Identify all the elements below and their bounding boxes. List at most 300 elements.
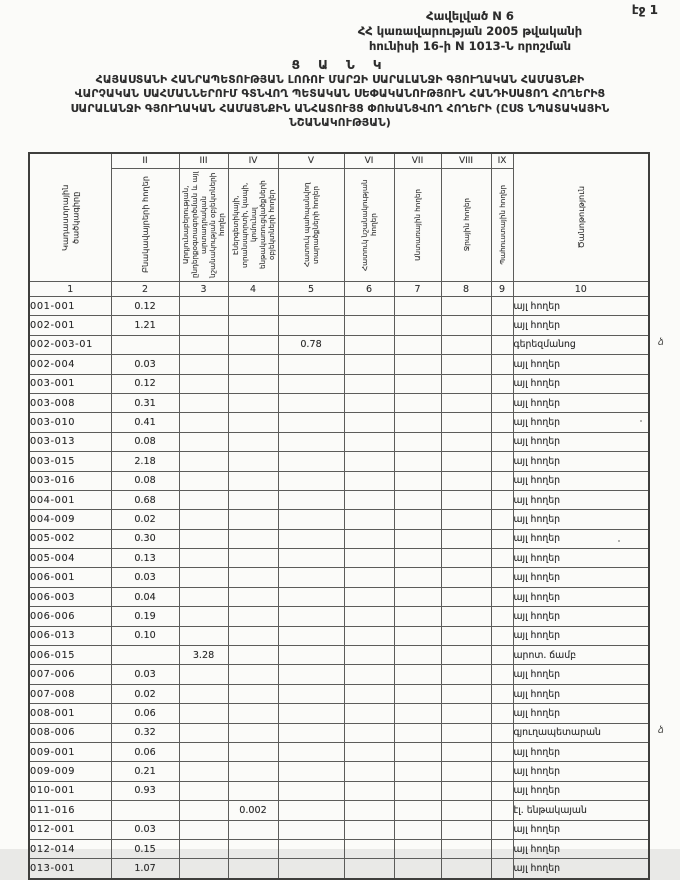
roman-numeral: II <box>111 153 179 169</box>
cell-area-value <box>394 568 441 587</box>
cell-area-value <box>278 471 344 490</box>
cell-area-value <box>344 355 394 374</box>
cell-cadastral-code: 005-004 <box>29 549 111 568</box>
cell-cadastral-code: 008-001 <box>29 704 111 723</box>
cell-area-value <box>179 549 228 568</box>
roman-numeral: VIII <box>441 153 491 169</box>
cell-area-value <box>344 839 394 858</box>
appendix-line: Հավելված N 6 <box>426 9 514 23</box>
cell-area-value <box>394 471 441 490</box>
cell-area-value <box>491 607 513 626</box>
roman-numeral: IV <box>228 153 278 169</box>
cell-cadastral-code: 009-009 <box>29 762 111 781</box>
cell-area-value <box>111 335 179 354</box>
cell-area-value <box>278 801 344 820</box>
cell-area-value <box>491 859 513 879</box>
cell-note: այլ հողեր <box>513 393 649 412</box>
cell-area-value <box>179 820 228 839</box>
cell-area-value: 0.93 <box>111 781 179 800</box>
cell-area-value <box>394 297 441 316</box>
cell-area-value <box>278 529 344 548</box>
cell-area-value: 0.13 <box>111 549 179 568</box>
cell-area-value <box>228 490 278 509</box>
cell-area-value <box>228 607 278 626</box>
column-number: 6 <box>344 282 394 297</box>
cell-area-value <box>394 723 441 742</box>
government-line: ՀՀ կառավարության 2005 թվականի <box>357 23 583 38</box>
cell-cadastral-code: 010-001 <box>29 781 111 800</box>
cell-area-value <box>441 510 491 529</box>
roman-numeral: VI <box>344 153 394 169</box>
table-row <box>29 471 649 490</box>
cell-area-value <box>441 549 491 568</box>
cell-note: այլ հողեր <box>513 665 649 684</box>
cell-area-value <box>441 839 491 858</box>
cell-area-value <box>491 510 513 529</box>
cell-area-value <box>344 549 394 568</box>
cell-area-value <box>278 626 344 645</box>
table-body <box>29 297 664 879</box>
cell-area-value <box>179 684 228 703</box>
page-number-label: էջ 1 <box>631 3 658 17</box>
cell-area-value <box>228 704 278 723</box>
cell-area-value <box>441 568 491 587</box>
cell-area-value <box>394 704 441 723</box>
cell-area-value: 0.41 <box>111 413 179 432</box>
cell-area-value <box>179 297 228 316</box>
title-line: ՆՇԱՆԱԿՈՒԹՅԱՆ) <box>289 116 391 129</box>
cell-area-value <box>344 820 394 839</box>
cell-area-value <box>344 529 394 548</box>
table-row <box>29 742 649 761</box>
cell-area-value <box>441 742 491 761</box>
cell-cadastral-code: 003-010 <box>29 413 111 432</box>
cell-area-value: 0.30 <box>111 529 179 548</box>
table-row <box>29 587 649 606</box>
cell-area-value <box>441 374 491 393</box>
cell-area-value <box>278 781 344 800</box>
cell-area-value <box>441 665 491 684</box>
cell-area-value <box>228 355 278 374</box>
cell-area-value <box>278 859 344 879</box>
cell-area-value <box>491 452 513 471</box>
cell-area-value <box>179 626 228 645</box>
decree-line: հունիսի 16-ի N 1013-Ն որոշման <box>369 38 571 53</box>
cell-note: այլ հողեր <box>513 704 649 723</box>
cell-note: այլ հողեր <box>513 374 649 393</box>
roman-numeral: V <box>278 153 344 169</box>
cell-area-value <box>394 432 441 451</box>
cell-cadastral-code: 006-001 <box>29 568 111 587</box>
cell-area-value <box>344 393 394 412</box>
cell-area-value <box>179 490 228 509</box>
cell-note: այլ հողեր <box>513 432 649 451</box>
cell-cadastral-code: 002-004 <box>29 355 111 374</box>
cell-area-value <box>394 820 441 839</box>
cell-area-value: 0.08 <box>111 432 179 451</box>
cell-area-value <box>344 607 394 626</box>
cell-area-value <box>278 607 344 626</box>
cell-area-value <box>441 471 491 490</box>
cell-area-value <box>228 568 278 587</box>
cell-area-value <box>394 413 441 432</box>
cell-area-value <box>441 704 491 723</box>
cell-area-value <box>491 839 513 858</box>
cell-area-value <box>441 393 491 412</box>
cell-area-value <box>179 839 228 858</box>
cell-area-value: 0.15 <box>111 839 179 858</box>
table-row <box>29 704 649 723</box>
cell-area-value <box>179 568 228 587</box>
cell-area-value <box>228 820 278 839</box>
cell-area-value <box>179 529 228 548</box>
cell-area-value <box>394 316 441 335</box>
cell-area-value <box>441 607 491 626</box>
column-number: 10 <box>513 282 649 297</box>
cell-area-value <box>441 355 491 374</box>
land-parcels-table <box>28 152 664 880</box>
cell-area-value <box>228 471 278 490</box>
cell-area-value <box>441 820 491 839</box>
cell-area-value: 0.21 <box>111 762 179 781</box>
cell-area-value <box>394 801 441 820</box>
table-row <box>29 646 649 665</box>
cell-area-value <box>441 684 491 703</box>
cell-note: այլ հողեր <box>513 413 649 432</box>
cell-area-value: 0.78 <box>278 335 344 354</box>
cell-area-value <box>394 529 441 548</box>
cell-area-value <box>491 684 513 703</box>
cell-area-value <box>278 587 344 606</box>
cell-area-value <box>491 665 513 684</box>
roman-numeral: IX <box>491 153 513 169</box>
cell-area-value <box>278 393 344 412</box>
cell-area-value: 0.32 <box>111 723 179 742</box>
cell-area-value <box>278 723 344 742</box>
column-number-row <box>29 282 649 297</box>
cell-area-value <box>441 801 491 820</box>
cell-area-value <box>228 839 278 858</box>
cell-area-value: 0.31 <box>111 393 179 412</box>
cell-area-value <box>491 335 513 354</box>
cell-area-value <box>228 762 278 781</box>
cell-note: այլ հողեր <box>513 820 649 839</box>
cell-note: այլ հողեր <box>513 510 649 529</box>
cell-area-value <box>278 742 344 761</box>
cell-area-value <box>179 587 228 606</box>
cell-area-value <box>491 587 513 606</box>
cell-area-value <box>394 490 441 509</box>
cell-cadastral-code: 013-001 <box>29 859 111 879</box>
cell-area-value <box>228 413 278 432</box>
cell-area-value <box>394 859 441 879</box>
cell-note: գյուղապետարան ձ <box>513 723 649 742</box>
cell-area-value <box>394 839 441 858</box>
cell-note: այլ հողեր <box>513 684 649 703</box>
cell-area-value <box>344 490 394 509</box>
appendix-header <box>280 9 660 54</box>
cell-area-value <box>394 607 441 626</box>
cell-area-value <box>344 684 394 703</box>
list-caption: Ց Ա Ն Կ <box>291 58 389 72</box>
table-row <box>29 355 649 374</box>
cell-area-value <box>491 490 513 509</box>
column-number: 8 <box>441 282 491 297</box>
cell-cadastral-code: 007-008 <box>29 684 111 703</box>
cell-area-value: 1.07 <box>111 859 179 879</box>
cell-area-value <box>491 413 513 432</box>
cell-area-value <box>344 297 394 316</box>
cell-area-value <box>491 820 513 839</box>
table-row <box>29 529 649 548</box>
cell-area-value <box>394 393 441 412</box>
header-cadastral-code: Կադաստրային ծածկագիրը <box>29 153 111 282</box>
cell-area-value <box>179 781 228 800</box>
cell-note: էլ. ենթակայան <box>513 801 649 820</box>
cell-area-value <box>344 413 394 432</box>
table-row <box>29 762 649 781</box>
table-row <box>29 452 649 471</box>
cell-note: այլ հողեր <box>513 490 649 509</box>
cell-area-value <box>278 316 344 335</box>
cell-area-value <box>111 801 179 820</box>
cell-area-value <box>228 587 278 606</box>
cell-area-value <box>179 316 228 335</box>
cell-area-value <box>441 781 491 800</box>
cell-area-value: 0.03 <box>111 820 179 839</box>
header-reserve-lands: Պահուստային հողեր <box>491 169 513 282</box>
cell-area-value <box>344 452 394 471</box>
cell-area-value <box>278 374 344 393</box>
header-forest-lands: Անտառային հողեր <box>394 169 441 282</box>
cell-cadastral-code: 003-013 <box>29 432 111 451</box>
cell-note: այլ հողեր <box>513 297 649 316</box>
cell-area-value <box>278 704 344 723</box>
cell-area-value <box>228 374 278 393</box>
cell-area-value <box>344 432 394 451</box>
cell-area-value <box>179 859 228 879</box>
handwritten-margin-mark: ձ <box>657 336 664 348</box>
cell-area-value: 0.03 <box>111 355 179 374</box>
cell-note: այլ հողեր <box>513 781 649 800</box>
cell-area-value <box>344 859 394 879</box>
scan-speckle <box>640 420 642 422</box>
cell-area-value <box>344 704 394 723</box>
header-residential-lands: Բնակավայրերի հողեր <box>111 169 179 282</box>
cell-area-value <box>491 762 513 781</box>
cell-area-value <box>394 335 441 354</box>
table-row <box>29 684 649 703</box>
cell-area-value <box>179 607 228 626</box>
cell-area-value <box>491 316 513 335</box>
cell-area-value <box>441 316 491 335</box>
cell-area-value <box>228 432 278 451</box>
cell-area-value <box>111 646 179 665</box>
header-industrial-lands: Արդյունաբերության, ընդերքօգտագործման և այլ արտադրական նշանակության օբյեկտների հողեր <box>179 169 228 282</box>
cell-area-value <box>278 510 344 529</box>
header-infrastructure-lands: Էներգետիկայի, տրանսպորտի, կապի, կոմունալ ենթակառուցվածքների օբյեկտների հողեր <box>228 169 278 282</box>
cell-area-value <box>278 355 344 374</box>
cell-area-value <box>394 510 441 529</box>
cell-area-value <box>441 723 491 742</box>
cell-area-value <box>228 742 278 761</box>
cell-cadastral-code: 003-001 <box>29 374 111 393</box>
cell-cadastral-code: 004-001 <box>29 490 111 509</box>
cell-area-value <box>344 510 394 529</box>
cell-area-value <box>491 297 513 316</box>
cell-area-value <box>394 781 441 800</box>
cell-note: արոտ. ճամբ <box>513 646 649 665</box>
cell-area-value <box>179 510 228 529</box>
cell-area-value <box>179 355 228 374</box>
cell-area-value <box>394 355 441 374</box>
cell-area-value <box>278 684 344 703</box>
cell-area-value <box>441 432 491 451</box>
cell-area-value <box>491 471 513 490</box>
header-note: Ծանոթություն <box>513 153 649 282</box>
cell-area-value <box>394 374 441 393</box>
cell-area-value <box>228 549 278 568</box>
cell-note: այլ հողեր <box>513 607 649 626</box>
cell-area-value <box>441 297 491 316</box>
cell-note: այլ հողեր <box>513 568 649 587</box>
cell-area-value: 0.12 <box>111 374 179 393</box>
cell-area-value <box>228 316 278 335</box>
table-row <box>29 723 649 742</box>
cell-area-value <box>441 529 491 548</box>
cell-area-value <box>344 781 394 800</box>
header-protected-lands: Հատուկ պահպանվող տարածքների հողեր <box>278 169 344 282</box>
cell-note: այլ հողեր <box>513 587 649 606</box>
cell-area-value: 0.12 <box>111 297 179 316</box>
cell-cadastral-code: 003-008 <box>29 393 111 412</box>
cell-area-value: 0.02 <box>111 684 179 703</box>
cell-cadastral-code: 002-003-01 <box>29 335 111 354</box>
title-line: ՎԱՐՉԱԿԱՆ ՍԱՀՄԱՆՆԵՐՈՒՄ ԳՏՆՎՈՂ ՊԵՏԱԿԱՆ ՍԵՓԱԿԱՆՈՒԹՅՈՒՆ ՀԱՆԴԻՍԱՑՈՂ ՀՈՂԵՐԻՑ <box>74 88 606 101</box>
cell-area-value <box>394 646 441 665</box>
cell-area-value: 2.18 <box>111 452 179 471</box>
cell-area-value <box>179 801 228 820</box>
cell-area-value <box>179 393 228 412</box>
cell-area-value <box>344 665 394 684</box>
cell-area-value <box>228 626 278 645</box>
cell-note: այլ հողեր <box>513 762 649 781</box>
table-row <box>29 781 649 800</box>
cell-area-value <box>278 820 344 839</box>
title-line: ՀԱՅԱՍՏԱՆԻ ՀԱՆՐԱՊԵՏՈՒԹՅԱՆ ԼՈՌՈՒ ՄԱՐԶԻ ՍԱՐԱԼԱՆՋԻ ԳՅՈՒՂԱԿԱՆ ՀԱՄԱՅՆՔԻ <box>95 74 585 86</box>
cell-area-value <box>441 490 491 509</box>
table-row <box>29 607 649 626</box>
cell-area-value: 0.03 <box>111 568 179 587</box>
cell-area-value <box>278 665 344 684</box>
cell-area-value <box>228 646 278 665</box>
cell-note: այլ հողեր <box>513 742 649 761</box>
roman-numeral: III <box>179 153 228 169</box>
cell-area-value <box>179 704 228 723</box>
cell-area-value <box>278 413 344 432</box>
cell-area-value <box>179 335 228 354</box>
cell-area-value: 0.19 <box>111 607 179 626</box>
cell-area-value <box>179 742 228 761</box>
column-number: 9 <box>491 282 513 297</box>
cell-note: այլ հողեր <box>513 316 649 335</box>
table-row <box>29 801 649 820</box>
column-number: 3 <box>179 282 228 297</box>
cell-area-value <box>394 762 441 781</box>
cell-area-value <box>179 432 228 451</box>
cell-note: այլ հողեր <box>513 471 649 490</box>
cell-area-value <box>441 452 491 471</box>
cell-area-value <box>278 646 344 665</box>
cell-area-value <box>228 529 278 548</box>
table-row <box>29 665 649 684</box>
cell-cadastral-code: 012-014 <box>29 839 111 858</box>
cell-area-value <box>278 490 344 509</box>
cell-area-value <box>491 704 513 723</box>
table-row <box>29 626 649 645</box>
column-number: 7 <box>394 282 441 297</box>
cell-area-value <box>344 374 394 393</box>
cell-area-value <box>344 316 394 335</box>
cell-area-value <box>344 626 394 645</box>
cell-area-value <box>394 742 441 761</box>
cell-cadastral-code: 006-006 <box>29 607 111 626</box>
cell-area-value <box>179 471 228 490</box>
cell-area-value <box>491 549 513 568</box>
cell-cadastral-code: 003-016 <box>29 471 111 490</box>
cell-area-value <box>179 413 228 432</box>
cell-area-value <box>441 413 491 432</box>
table-row <box>29 297 649 316</box>
column-number: 5 <box>278 282 344 297</box>
table-row <box>29 820 649 839</box>
cell-area-value <box>179 762 228 781</box>
cell-area-value <box>441 646 491 665</box>
cell-area-value <box>228 297 278 316</box>
table-row <box>29 393 649 412</box>
cell-area-value: 1.21 <box>111 316 179 335</box>
cell-cadastral-code: 011-016 <box>29 801 111 820</box>
cell-cadastral-code: 003-015 <box>29 452 111 471</box>
cell-area-value <box>491 626 513 645</box>
table-row <box>29 413 649 432</box>
cell-area-value <box>441 762 491 781</box>
table-row <box>29 374 649 393</box>
cell-area-value <box>179 374 228 393</box>
cell-area-value <box>491 568 513 587</box>
table-row <box>29 510 649 529</box>
cell-area-value: 0.06 <box>111 704 179 723</box>
cell-area-value <box>278 568 344 587</box>
header-special-purpose-lands: Հատուկ նշանակության հողեր <box>344 169 394 282</box>
cell-area-value <box>491 781 513 800</box>
cell-cadastral-code: 005-002 <box>29 529 111 548</box>
cell-area-value <box>179 452 228 471</box>
cell-note: այլ հողեր <box>513 626 649 645</box>
cell-note: այլ հողեր <box>513 839 649 858</box>
cell-cadastral-code: 006-003 <box>29 587 111 606</box>
cell-area-value <box>179 723 228 742</box>
cell-area-value <box>394 587 441 606</box>
table-row <box>29 859 649 879</box>
cell-area-value <box>228 510 278 529</box>
document-title <box>10 73 670 130</box>
cell-area-value <box>491 374 513 393</box>
cell-area-value <box>441 587 491 606</box>
cell-area-value: 0.10 <box>111 626 179 645</box>
cell-note: գերեզմանոց ձ <box>513 335 649 354</box>
roman-numeral-row <box>29 153 649 169</box>
